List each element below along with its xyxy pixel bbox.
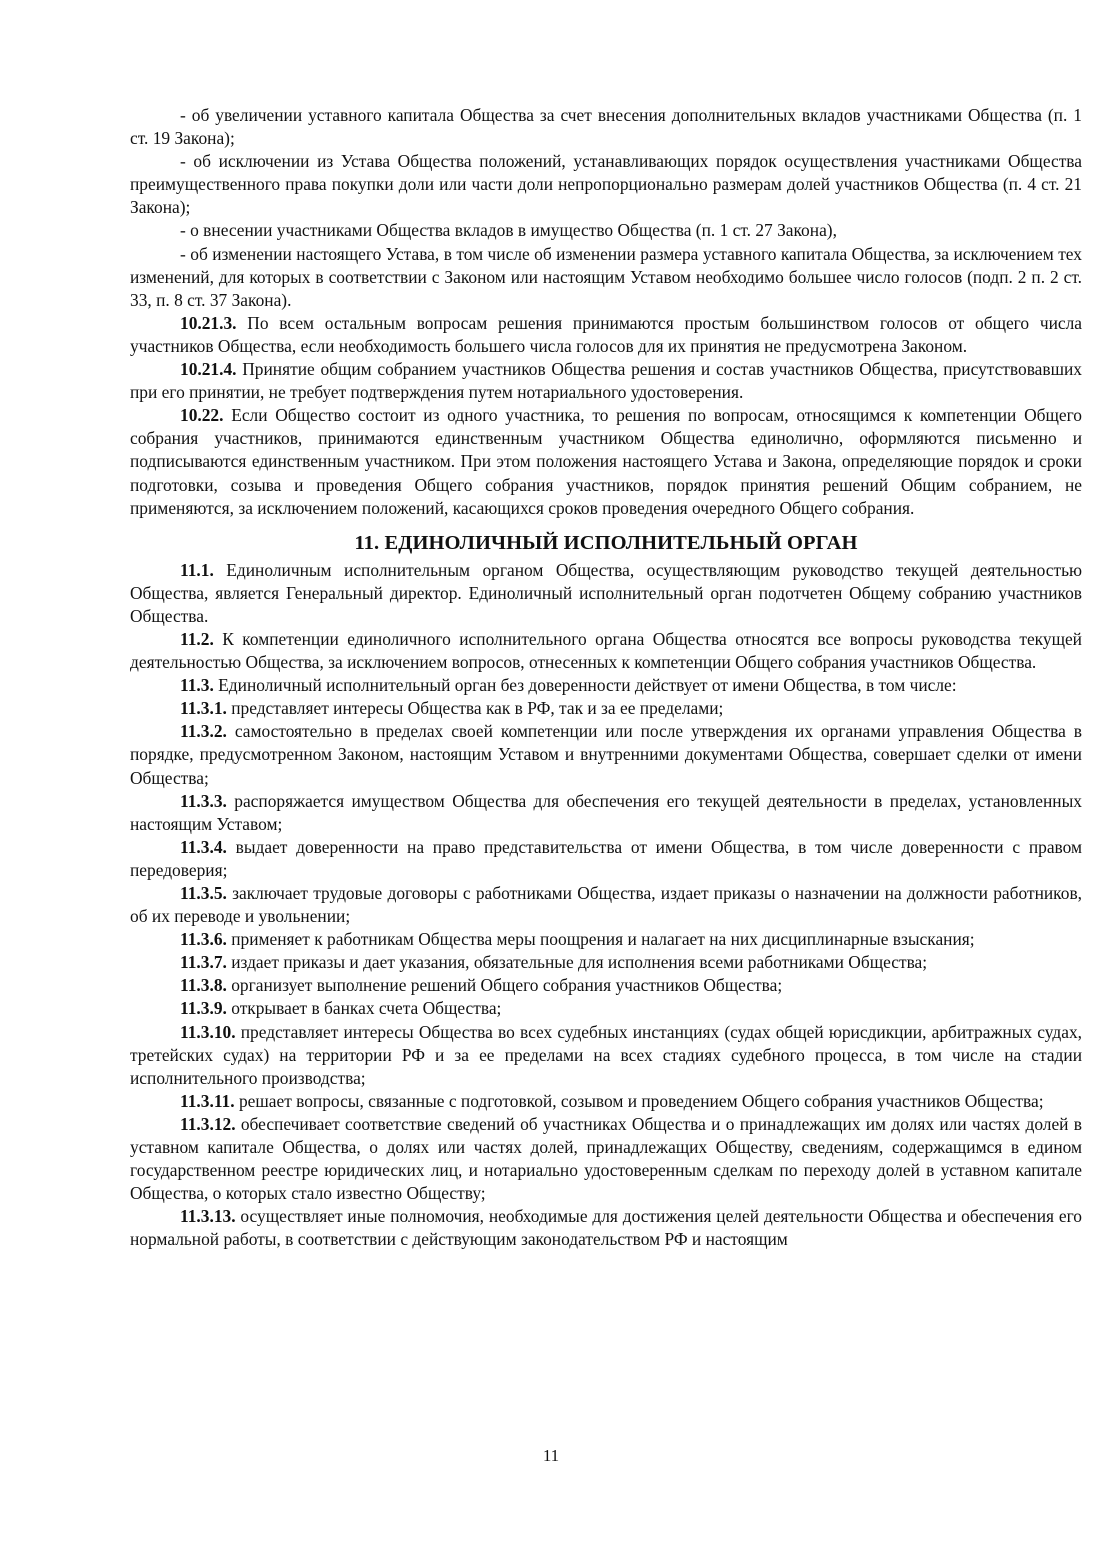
clause-number: 11.2.: [180, 628, 214, 649]
clause-number: 11.3.3.: [180, 790, 227, 811]
clause-text: открывает в банках счета Общества;: [226, 998, 502, 1019]
list-item: - об увеличении уставного капитала Общества за счет внесения дополнительных вкладов участниками Общества (п. 1 ст. 19 Закона);: [130, 105, 1082, 149]
clause-paragraph: [130, 404, 1082, 519]
clause-paragraph: [130, 358, 1082, 404]
clause-text: применяет к работникам Общества меры поощрения и налагает на них дисциплинарные взыскания;: [226, 929, 975, 950]
clause-text: Единоличным исполнительным органом Общества, осуществляющим руководство текущей деятельностью Общества, является Генеральный директор. Единоличный исполнительный орган подотчетен Общему собранию участников Общества.: [130, 559, 1082, 626]
clause-paragraph: [130, 928, 1082, 951]
clause-number: 10.21.3.: [180, 312, 237, 333]
clause-paragraph: [130, 1205, 1082, 1251]
clause-paragraph: [130, 628, 1082, 674]
clause-number: 11.3.2.: [180, 721, 227, 742]
clause-text: заключает трудовые договоры с работниками Общества, издает приказы о назначении на должности работников, об их переводе и увольнении;: [130, 883, 1082, 927]
clause-number: 11.3.4.: [180, 836, 227, 857]
clauses-section-10: [130, 312, 1082, 520]
clause-number: 11.1.: [180, 559, 214, 580]
clause-text: Принятие общим собранием участников Общества решения и состав участников Общества, присутствовавших при его принятии, не требует подтверждения путем нотариального удостоверения.: [130, 359, 1082, 403]
clause-paragraph: [130, 997, 1082, 1020]
list-item: - о внесении участниками Общества вкладов в имущество Общества (п. 1 ст. 27 Закона),: [180, 220, 837, 241]
clause-paragraph: [130, 882, 1082, 928]
clause-text: осуществляет иные полномочия, необходимые для достижения целей деятельности Общества и обеспечения его нормальной работы, в соответствии с действующим законодательством РФ и настоящим: [130, 1206, 1082, 1250]
clause-text: самостоятельно в пределах своей компетенции или после утверждения их органами управления Общества в порядке, предусмотренном Законом, настоящим Уставом и внутренними документами Общества, совершает сделки от имени Общества;: [130, 721, 1082, 788]
document-page: [130, 104, 1082, 1252]
clause-paragraph: [130, 697, 1082, 720]
clause-number: 11.3.13.: [180, 1206, 236, 1227]
clause-paragraph: [130, 1021, 1082, 1090]
clause-number: 11.3.11.: [180, 1090, 235, 1111]
clause-paragraph: [130, 674, 1082, 697]
list-item: - об изменении настоящего Устава, в том числе об изменении размера уставного капитала Общества, за исключением тех изменений, для которых в соответствии с Законом или настоящим Уставом необходимо большее число голосов (подп. 2 п. 2 ст. 33, п. 8 ст. 37 Закона).: [130, 243, 1082, 310]
clause-text: Единоличный исполнительный орган без доверенности действует от имени Общества, в том числе:: [213, 675, 957, 696]
clause-number: 11.3.1.: [180, 698, 227, 719]
clause-text: распоряжается имуществом Общества для обеспечения его текущей деятельности в пределах, установленных настоящим Уставом;: [130, 790, 1082, 834]
clause-number: 10.22.: [180, 405, 224, 426]
clause-text: издает приказы и дает указания, обязательные для исполнения всеми работниками Общества;: [226, 952, 928, 973]
clause-paragraph: [130, 974, 1082, 997]
clause-text: обеспечивает соответствие сведений об участниках Общества и о принадлежащих им долях или частях долей в уставном капитале Общества, о долях или частях долей, принадлежащих Обществу, сведениям, содержащимся в едином государственном реестре юридических лиц, и нотариально удостоверенным сделкам по переходу долей в уставном капитале Общества, о которых стало известно Обществу;: [130, 1113, 1082, 1204]
clause-paragraph: [130, 951, 1082, 974]
clause-paragraph: [130, 836, 1082, 882]
clause-paragraph: [130, 790, 1082, 836]
clause-text: организует выполнение решений Общего собрания участников Общества;: [226, 975, 783, 996]
page-number: 11: [542, 1446, 560, 1465]
clause-number: 11.3.8.: [180, 975, 227, 996]
clause-text: Если Общество состоит из одного участника, то решения по вопросам, относящимся к компетенции Общего собрания участников, принимаются единственным участником Общества единолично, оформляются письменно и подписываются единственным участником. При этом положения настоящего Устава и Закона, определяющие порядок и сроки подготовки, созыва и проведения Общего собрания участников, порядок принятия решений Общим собранием, не применяются, за исключением положений, касающихся сроков проведения очередного Общего собрания.: [130, 405, 1082, 518]
intro-list: [130, 104, 1082, 312]
clause-number: 11.3.10.: [180, 1021, 236, 1042]
clause-text: По всем остальным вопросам решения принимаются простым большинством голосов от общего числа участников Общества, если необходимость большего числа голосов для их принятия не предусмотрена Законом.: [130, 312, 1082, 356]
clause-paragraph: [130, 559, 1082, 628]
clause-text: представляет интересы Общества как в РФ, так и за ее пределами;: [226, 698, 724, 719]
clause-number: 11.3.7.: [180, 952, 227, 973]
clause-paragraph: [130, 720, 1082, 789]
clause-text: выдает доверенности на право представительства от имени Общества, в том числе доверенности с правом передоверия;: [130, 836, 1082, 880]
clause-text: К компетенции единоличного исполнительного органа Общества относятся все вопросы руководства текущей деятельностью Общества, за исключением вопросов, отнесенных к компетенции Общего собрания участников Общества.: [130, 628, 1082, 673]
section-heading: 11. ЕДИНОЛИЧНЫЙ ИСПОЛНИТЕЛЬНЫЙ ОРГАН: [354, 531, 858, 554]
clause-paragraph: [130, 1090, 1082, 1113]
clause-number: 11.3.6.: [180, 929, 227, 950]
clause-text: решает вопросы, связанные с подготовкой, созывом и проведением Общего собрания участников Общества;: [234, 1090, 1044, 1111]
clause-number: 11.3.: [180, 675, 214, 696]
clauses-section-11: [130, 559, 1082, 1252]
list-item: - об исключении из Устава Общества положений, устанавливающих порядок осуществления участниками Общества преимущественного права покупки доли или части доли непропорционально размерам долей участников Общества (п. 4 ст. 21 Закона);: [130, 151, 1082, 218]
clause-number: 11.3.5.: [180, 883, 227, 903]
clause-number: 11.3.12.: [180, 1113, 236, 1134]
clause-paragraph: [130, 1113, 1082, 1205]
clause-text: представляет интересы Общества во всех судебных инстанциях (судах общей юрисдикции, арбитражных судах, третейских судах) на территории РФ и за ее пределами на всех стадиях судебного процесса, в том числе на стадии исполнительного производства;: [130, 1021, 1082, 1088]
clause-paragraph: [130, 312, 1082, 358]
clause-number: 11.3.9.: [180, 998, 227, 1019]
clause-number: 10.21.4.: [180, 359, 237, 380]
